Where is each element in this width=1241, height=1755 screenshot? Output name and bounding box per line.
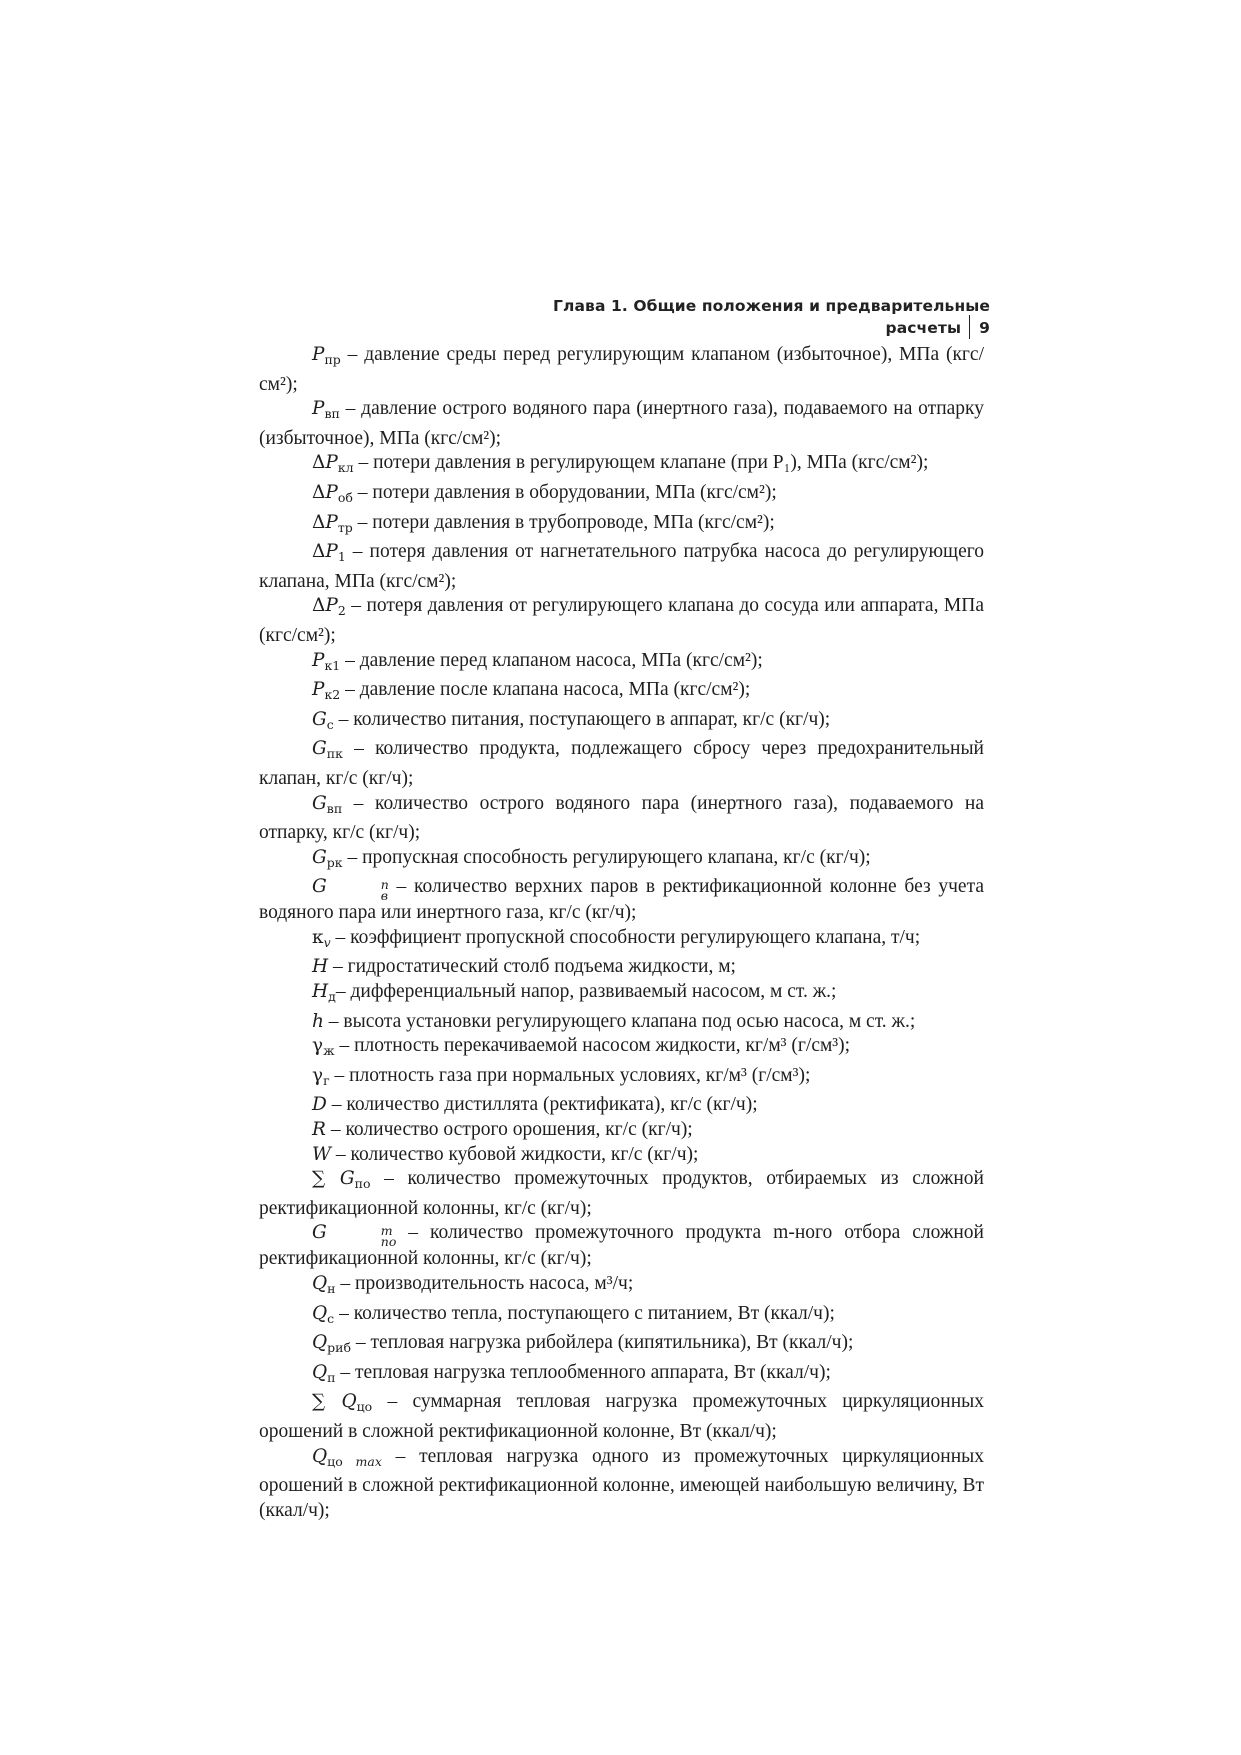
entry-description: – потери давления в трубопроводе, МПа (кгс/см²);	[352, 511, 775, 533]
symbol: $к_v$	[312, 926, 331, 950]
notation-entry	[259, 1302, 984, 1332]
notation-entry	[259, 451, 984, 481]
symbol: $Q_п$	[312, 1361, 336, 1385]
entry-description: – плотность перекачиваемой насосом жидкости, кг/м³ (г/см³);	[334, 1035, 851, 1057]
notation-entry	[259, 1118, 984, 1143]
notation-entry	[259, 594, 984, 648]
notation-entry	[259, 481, 984, 511]
notation-entry	[259, 1361, 984, 1391]
entry-description: – потеря давления от нагнетательного патрубка насоса до регулирующего клапана, МПа (кгс/см²);	[259, 541, 984, 592]
symbol: $\Delta P_{тр}$	[312, 511, 353, 535]
entry-description: – коэффициент пропускной способности регулирующего клапана, т/ч;	[330, 926, 921, 948]
entry-description: – потери давления в оборудовании, МПа (кгс/см²);	[352, 481, 777, 503]
symbol: $P_{вп}$	[312, 398, 340, 422]
chapter-title: Глава 1. Общие положения и предварительные расчеты	[553, 297, 990, 337]
notation-entry	[259, 343, 984, 397]
notation-entry	[259, 792, 984, 846]
symbol: G п в	[312, 876, 389, 904]
entry-description: – давление среды перед регулирующим клапаном (избыточное), МПа (кгс/см²);	[259, 344, 984, 395]
notation-entry	[259, 1034, 984, 1064]
symbol: $\Delta P_{об}$	[312, 481, 353, 505]
header-separator	[969, 315, 970, 339]
notation-entry	[259, 1221, 984, 1272]
symbol: ∑ $G_{по}$	[312, 1168, 371, 1192]
symbol: $\Delta P_2$	[312, 595, 346, 619]
symbol: $G_{вп}$	[312, 792, 343, 816]
notation-entry	[259, 1167, 984, 1221]
notation-entry	[259, 926, 984, 956]
notation-entry	[259, 846, 984, 876]
symbol: R	[312, 1119, 326, 1141]
symbol: G m по	[312, 1222, 397, 1250]
notation-entry	[259, 980, 984, 1010]
notation-entry	[259, 1010, 984, 1035]
symbol: $\Delta P_1$	[312, 541, 346, 565]
entry-description: – количество промежуточного продукта m-ного отбора сложной ректификационной колонны, кг/с (кг/ч);	[259, 1222, 984, 1270]
symbol: $P_{пр}$	[312, 344, 341, 367]
symbol: H	[312, 956, 329, 978]
notation-entry	[259, 708, 984, 738]
entry-description: – количество дистиллята (ректификата), кг/с (кг/ч);	[326, 1094, 758, 1116]
entry-description: – пропускная способность регулирующего клапана, кг/с (кг/ч);	[342, 846, 871, 868]
entry-description: – количество продукта, подлежащего сбросу через предохранительный клапан, кг/с (кг/ч);	[259, 738, 984, 789]
symbol: $G_{пк}$	[312, 738, 343, 762]
symbol: $Q_{цо max}$	[312, 1445, 382, 1469]
entry-description: – потеря давления от регулирующего клапана до сосуда или аппарата, МПа (кгс/см²);	[259, 595, 984, 646]
symbol: $H_д$	[312, 981, 336, 1005]
notation-entry	[259, 397, 984, 451]
entry-description: – давление после клапана насоса, МПа (кгс/см²);	[340, 679, 751, 701]
notation-entry	[259, 649, 984, 679]
notation-entry	[259, 1064, 984, 1094]
symbol: D	[312, 1094, 327, 1116]
notation-entry	[259, 737, 984, 791]
entry-description: – потери давления в регулирующем клапане (при P₁), МПа (кгс/см²);	[353, 452, 929, 474]
entry-description: – тепловая нагрузка теплообменного аппарата, Вт (ккал/ч);	[335, 1361, 831, 1383]
entry-description: – тепловая нагрузка одного из промежуточных циркуляционных орошений в сложной ректификационной колонне, имеющей наибольшую величину, Вт (ккал/ч);	[259, 1445, 984, 1521]
entry-description: – дифференциальный напор, развиваемый насосом, м ст. ж.;	[335, 981, 837, 1003]
notation-entry	[259, 1445, 984, 1524]
entry-description: – количество промежуточных продуктов, отбираемых из сложной ректификационной колонны, кг/с (кг/ч);	[259, 1168, 984, 1219]
symbol: h	[312, 1010, 324, 1032]
symbol: $P_{к1}$	[312, 649, 341, 673]
entry-description: – давление острого водяного пара (инертного газа), подаваемого на отпарку (избыточное), МПа (кгс/см²);	[259, 398, 984, 449]
entry-description: – производительность насоса, м³/ч;	[335, 1273, 634, 1294]
notation-entry	[259, 1390, 984, 1444]
entry-description: – количество питания, поступающего в аппарат, кг/с (кг/ч);	[333, 708, 831, 730]
entry-description: – количество острого водяного пара (инертного газа), подаваемого на отпарку, кг/с (кг/ч);	[259, 792, 984, 844]
entry-description: – количество острого орошения, кг/с (кг/ч);	[325, 1119, 693, 1141]
symbol: $Q_{риб}$	[312, 1332, 352, 1356]
notation-entry	[259, 1143, 984, 1168]
entry-description: – количество кубовой жидкости, кг/с (кг/ч);	[331, 1143, 699, 1165]
entry-description: – количество тепла, поступающего с питанием, Вт (ккал/ч);	[334, 1302, 835, 1324]
notation-list	[259, 343, 984, 1523]
symbol: $P_{к2}$	[312, 679, 341, 703]
notation-entry	[259, 540, 984, 594]
entry-description: – тепловая нагрузка рибойлера (кипятильника), Вт (ккал/ч);	[351, 1332, 854, 1354]
notation-entry	[259, 511, 984, 541]
symbol: ∑ $Q_{цо}$	[312, 1391, 373, 1415]
symbol: $Q_с$	[312, 1302, 335, 1326]
entry-description: – давление перед клапаном насоса, МПа (кгс/см²);	[340, 649, 763, 671]
notation-entry	[259, 875, 984, 926]
entry-description: – суммарная тепловая нагрузка промежуточных циркуляционных орошений в сложной ректификационной колонне, Вт (ккал/ч);	[259, 1391, 984, 1442]
symbol: $G_с$	[312, 708, 334, 732]
notation-entry	[259, 1093, 984, 1118]
notation-entry	[259, 678, 984, 708]
symbol: $\gamma_ж$	[312, 1035, 335, 1059]
notation-entry	[259, 955, 984, 980]
entry-description: – высота установки регулирующего клапана под осью насоса, м ст. ж.;	[323, 1010, 916, 1032]
symbol: $\Delta P_{кл}$	[312, 452, 354, 476]
page-number: 9	[979, 319, 990, 337]
running-header	[480, 297, 990, 337]
entry-description: – плотность газа при нормальных условиях, кг/м³ (г/см³);	[329, 1064, 811, 1086]
symbol: $Q_н$	[312, 1273, 336, 1296]
symbol: $\gamma_г$	[312, 1064, 330, 1088]
notation-entry	[259, 1272, 984, 1302]
symbol: $G_{рк}$	[312, 846, 343, 870]
notation-entry	[259, 1331, 984, 1361]
symbol: W	[312, 1143, 332, 1165]
entry-description: – количество верхних паров в ректификационной колонне без учета водяного пара или инертного газа, кг/с (кг/ч);	[259, 876, 984, 924]
entry-description: – гидростатический столб подъема жидкости, м;	[328, 956, 736, 978]
